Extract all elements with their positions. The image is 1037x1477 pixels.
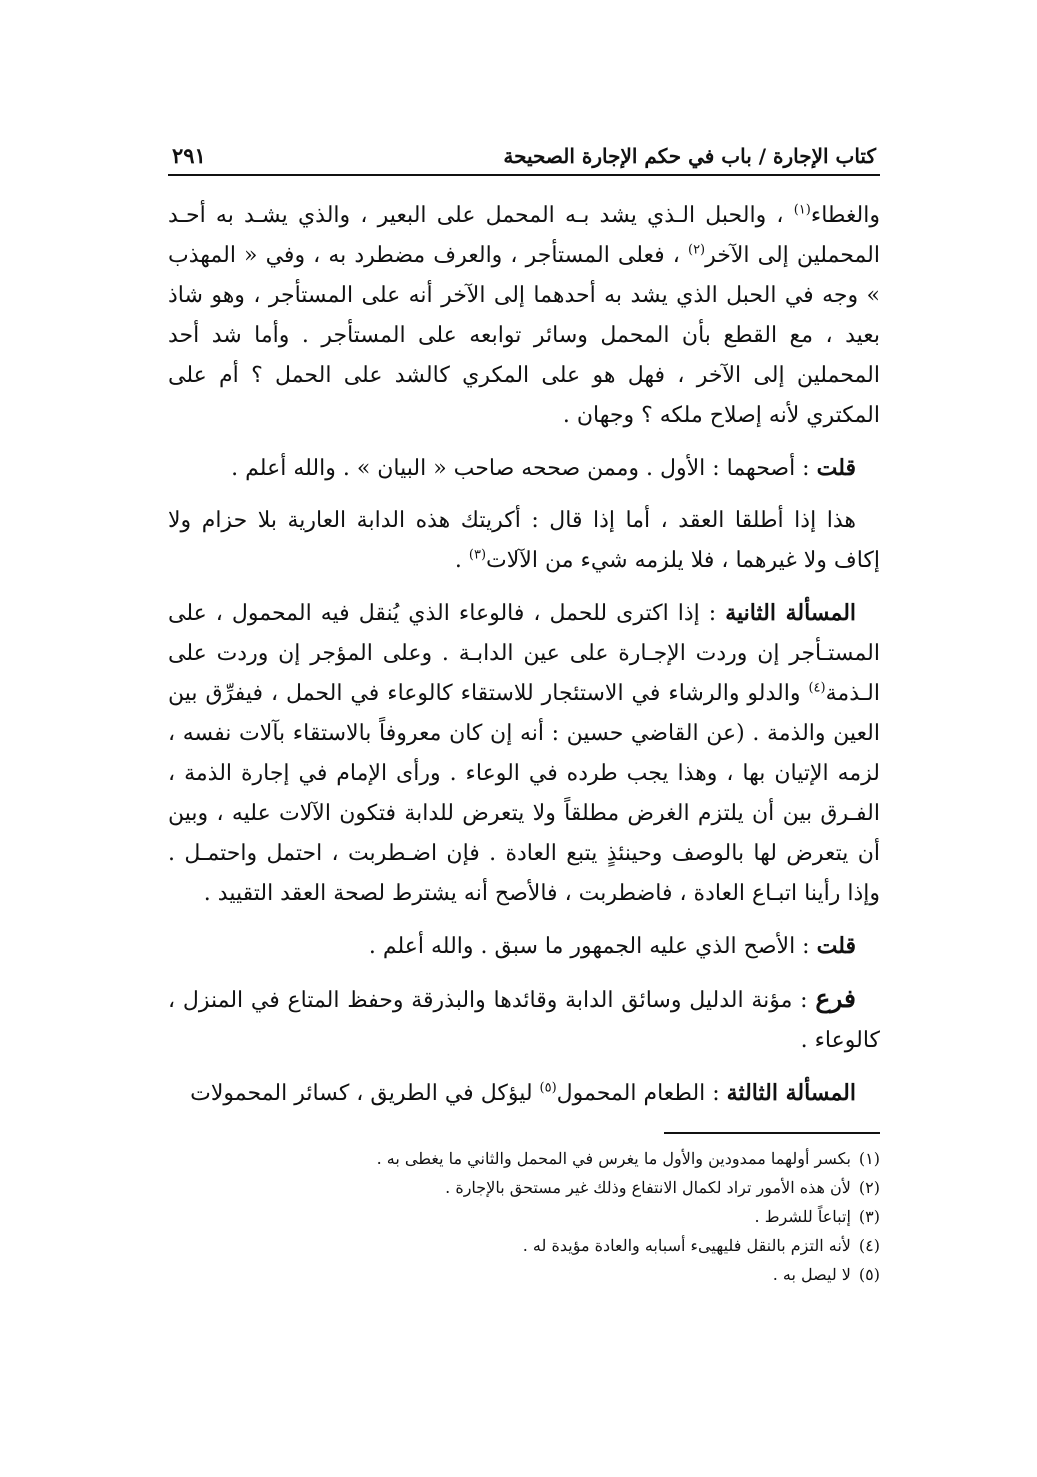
text-run: ، فعلى المستأجر ، والعرف مضطرد به ، وفي « المهذب » وجه في الحبل الذي يشد به أحدهما إلى الآخر أنه على المستأجر ، وهو شاذ بعيد ، مع القطع بأن المحمل وسائر توابعه على المستأجر . وأما شد أحد المحملين إلى الآخر ، فهل هو على المكري كالشد على الحمل ؟ أم على المكتري لأنه إصلاح ملكه ؟ وجهان . [168,243,880,428]
text-run: : أصحهما : الأول . وممن صححه صاحب « البيان » . والله أعلم . [231,456,817,481]
footnote-item [168,1260,880,1289]
text-run: هذا إذا أطلقا العقد ، أما إذا قال : أكريتك هذه الدابة العارية بلا حزام ولا إكاف ولا غيرهما ، فلا يلزمه شيء من الآلات [168,508,880,573]
paragraph-1 [168,196,880,436]
footnote-text: لأن هذه الأمور تراد لكمال الانتفاع وذلك غير مستحق بالإجارة . [445,1178,851,1197]
text-run: ليؤكل في الطريق ، كسائر المحمولات [190,1081,540,1106]
footnote-ref-5: (٥) [539,1080,557,1096]
paragraph-3 [168,501,880,581]
qultu-label: قلت [816,455,856,481]
footnote-item [168,1202,880,1231]
footnote-item [168,1173,880,1202]
footnote-separator [664,1132,880,1134]
running-header-title: كتاب الإجارة / باب في حكم الإجارة الصحيحة [503,144,876,168]
footnote-item [168,1231,880,1260]
text-run: والدلو والرشاء في الاستئجار للاستقاء كالوعاء في الحمل ، فيفرِّق بين العين والذمة . (عن القاضي حسين : أنه إن كان معروفاً بالاستقاء بآلات نفسه ، لزمه الإتيان بها ، وهذا يجب طرده في الوعاء . ورأى الإمام في إجارة الذمة ، الفـرق بين أن يلتزم الغرض مطلقاً ولا يتعرض للدابة فتكون الآلات عليه ، وبين أن يتعرض لها بالوصف وحينئذٍ يتبع العادة . فإن اضـطربت ، احتمل واحتمـل . وإذا رأينا اتبـاع العادة ، فاضطربت ، فالأصح أنه يشترط لصحة العقد التقييد . [168,681,880,906]
footnote-number: (٥) [858,1265,880,1284]
paragraph-5 [168,926,880,967]
footnote-text: لأنه التزم بالنقل فليهيىء أسبابه والعادة مؤيدة له . [522,1236,851,1255]
footnote-number: (١) [858,1149,880,1168]
section-label-third-issue: المسألة الثالثة [726,1080,856,1106]
book-page [168,130,880,1340]
footnote-text: لا ليصل به . [772,1265,851,1284]
text-run: . [454,548,469,573]
text-run: والغطاء [810,203,880,228]
footnote-text: إتباعاً للشرط . [754,1207,851,1226]
footnote-number: (٢) [858,1178,880,1197]
footnote-ref-1: (١) [793,202,811,218]
paragraph-2 [168,448,880,489]
running-header [168,130,880,176]
text-run: ، والحبل الـذي يشد بـه المحمل على البعير ، والذي يشـد به أحـد المحملين إلى الآخر [168,203,880,268]
far-label: فرع [815,984,856,1013]
footnote-ref-4: (٤) [808,680,826,696]
text-run: : الأصح الذي عليه الجمهور ما سبق . والله أعلم . [368,934,817,959]
footnote-number: (٤) [858,1236,880,1255]
footnote-ref-3: (٣) [468,547,487,563]
footnote-number: (٣) [858,1207,880,1226]
footnote-text: بكسر أولهما ممدودين والأول ما يغرس في المحمل والثاني ما يغطى به . [376,1149,851,1168]
text-run: : مؤنة الدليل وسائق الدابة وقائدها والبذرقة وحفظ المتاع في المنزل ، كالوعاء . [168,988,880,1053]
paragraph-6 [168,979,880,1061]
footnote-item [168,1144,880,1173]
paragraph-7 [168,1073,880,1114]
qultu-label: قلت [816,933,856,959]
text-run: : الطعام المحمول [556,1081,727,1106]
footnote-ref-2: (٢) [687,242,706,258]
main-text [168,196,880,1114]
page-number: ٢٩١ [172,143,206,168]
footnotes-list [168,1144,880,1289]
text-run: : إذا اكترى للحمل ، فالوعاء الذي يُنقل فيه المحمول ، على المستـأجر إن وردت الإجـارة على عين الدابـة . وعلى المؤجر إن وردت على الـذمة [168,601,880,706]
paragraph-4 [168,593,880,914]
section-label-second-issue: المسألة الثانية [725,600,857,626]
